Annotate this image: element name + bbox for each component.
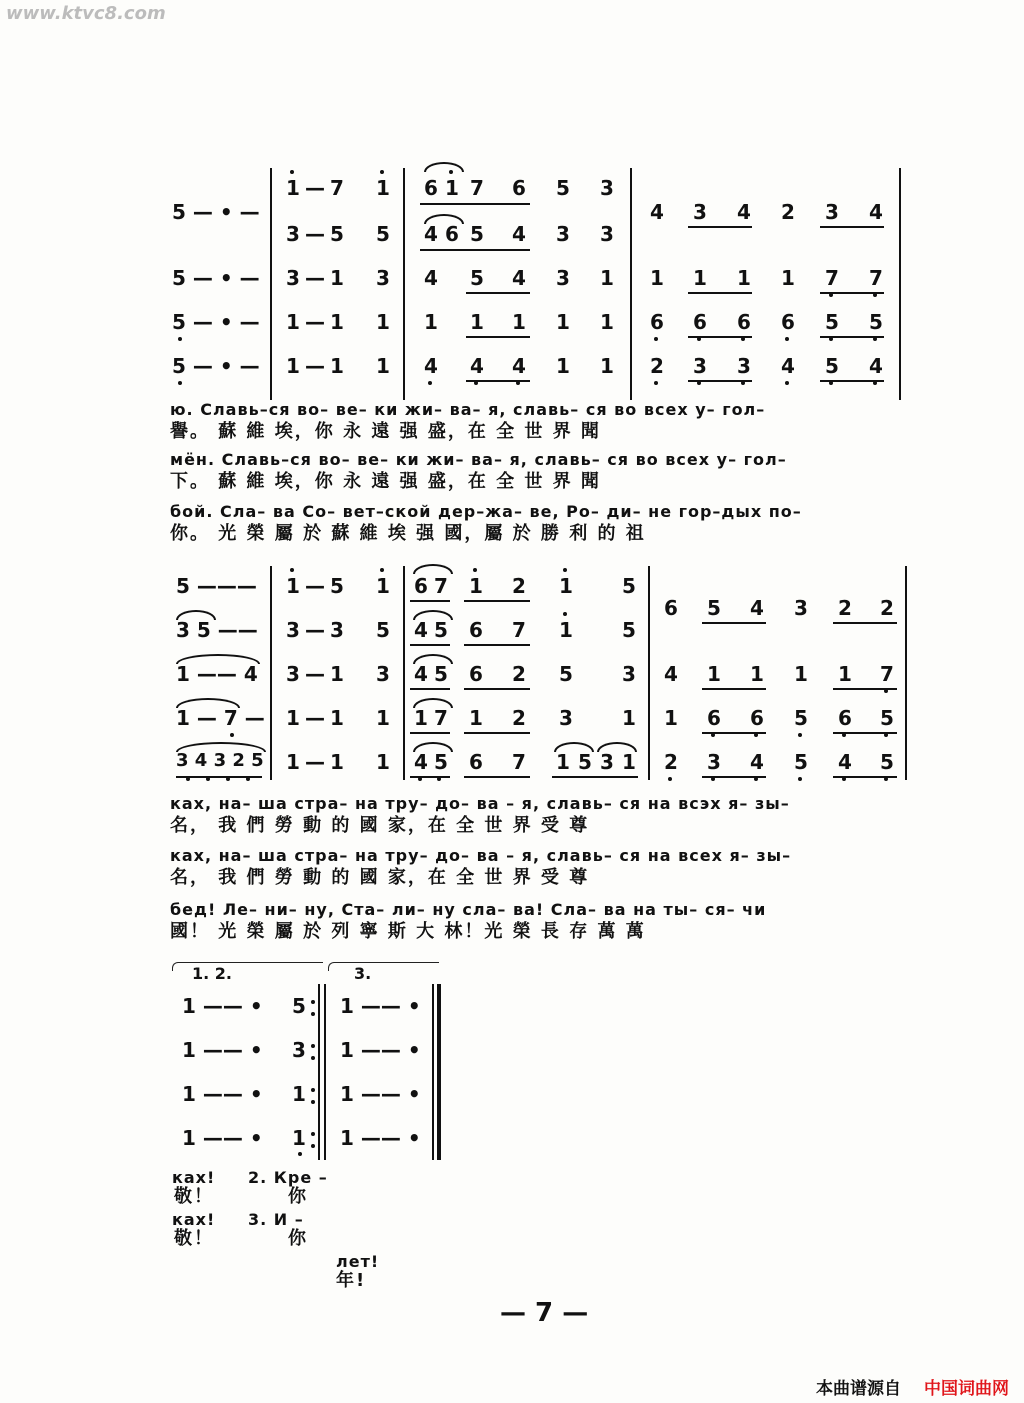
note: 2: [512, 706, 526, 730]
octave-dot: [798, 777, 802, 781]
note: 1: [664, 706, 678, 730]
note: 1: [286, 176, 300, 200]
note: 4: [750, 750, 764, 774]
note-group: 1 —— •: [340, 1126, 421, 1150]
note-group: 5 — • —: [172, 200, 260, 224]
note: 4: [414, 618, 428, 642]
lyric-word: ках!: [172, 1168, 216, 1187]
note: 2: [781, 200, 795, 224]
octave-dot: [380, 568, 384, 572]
note: 5: [707, 596, 721, 620]
note-group: 1 —— •: [182, 1038, 263, 1062]
note: 6: [414, 574, 428, 598]
beam: [688, 226, 752, 228]
octave-dot: [226, 777, 230, 781]
lyric-word: 你: [288, 1228, 308, 1249]
note: 1: [424, 310, 438, 334]
note: 7: [470, 176, 484, 200]
octave-dot: [668, 777, 672, 781]
note: 3: [376, 266, 390, 290]
beam: [420, 203, 530, 205]
note: —: [305, 574, 325, 598]
note: 1: [376, 176, 390, 200]
note-group: 1 —— •: [182, 1126, 263, 1150]
note: 3: [622, 662, 636, 686]
note: 3: [693, 354, 707, 378]
octave-dot: [186, 777, 190, 781]
note: 5: [376, 222, 390, 246]
octave-dot: [428, 381, 432, 385]
lyric-line-chinese: 國！ 光 榮 屬 於 列 寧 斯 大 林！光 榮 長 存 萬 萬: [170, 921, 646, 942]
beam: [410, 732, 450, 734]
lyric-word: 敬！: [174, 1228, 214, 1249]
octave-dot: [829, 293, 833, 297]
octave-dot: [741, 381, 745, 385]
octave-dot: [741, 337, 745, 341]
octave-dot: [449, 170, 453, 174]
barline: [648, 566, 650, 780]
note: 2: [512, 662, 526, 686]
note: 4: [512, 266, 526, 290]
note: 4: [664, 662, 678, 686]
note: 1: [292, 1082, 306, 1106]
note: 5: [794, 706, 808, 730]
note: 1: [556, 310, 570, 334]
note: 5: [622, 618, 636, 642]
note: 1: [512, 310, 526, 334]
lyric-line-chinese: 你。 光 榮 屬 於 蘇 維 埃 强 國，屬 於 勝 利 的 祖: [170, 523, 646, 544]
note: 4: [470, 354, 484, 378]
note: 1: [600, 266, 614, 290]
barline: [324, 984, 326, 1160]
note: 1: [445, 176, 459, 200]
lyric-word: лет!: [336, 1252, 380, 1271]
repeat-dot: [311, 1144, 315, 1148]
note-group: 5 — • —: [172, 354, 260, 378]
note: 5: [434, 750, 448, 774]
note: 1: [750, 662, 764, 686]
note: 3: [556, 222, 570, 246]
octave-dot: [654, 337, 658, 341]
note: —: [305, 310, 325, 334]
note: 5: [880, 750, 894, 774]
note: 5: [825, 354, 839, 378]
note: 7: [880, 662, 894, 686]
repeat-dot: [311, 1056, 315, 1060]
note: 7: [825, 266, 839, 290]
note: 6: [707, 706, 721, 730]
note: 1: [330, 310, 344, 334]
note: 3: [376, 662, 390, 686]
note: 3: [794, 596, 808, 620]
slur: [424, 214, 464, 224]
beam: [410, 644, 450, 646]
barline: [403, 168, 405, 400]
repeat-dot: [311, 1088, 315, 1092]
note: 6: [424, 176, 438, 200]
note-group: 3 4 3 2 5: [176, 750, 264, 771]
note: 1: [559, 618, 573, 642]
note: 3: [286, 266, 300, 290]
note: 4: [512, 354, 526, 378]
octave-dot: [873, 293, 877, 297]
lyric-line-russian: ках, на– ша стра– на тру– до– ва – я, славь– ся на всех я– зы–: [170, 846, 792, 865]
note: 4: [414, 662, 428, 686]
note: 1: [330, 662, 344, 686]
beam: [552, 776, 638, 778]
note: 1: [781, 266, 795, 290]
note: —: [305, 222, 325, 246]
note: 1: [286, 750, 300, 774]
note: 7: [869, 266, 883, 290]
beam: [702, 622, 766, 624]
note: 5: [376, 618, 390, 642]
note: 5: [330, 574, 344, 598]
beam: [464, 732, 530, 734]
final-barline: [437, 984, 441, 1160]
octave-dot: [754, 777, 758, 781]
beam: [410, 776, 450, 778]
slur: [176, 698, 240, 708]
note: 1: [286, 706, 300, 730]
note: 1: [650, 266, 664, 290]
note: 3: [286, 618, 300, 642]
note: 4: [838, 750, 852, 774]
lyric-word: 年!: [336, 1270, 367, 1291]
note: 3: [600, 176, 614, 200]
note: 3: [556, 266, 570, 290]
note: 5: [434, 662, 448, 686]
note: 5: [578, 750, 592, 774]
note: 1: [794, 662, 808, 686]
note: 6: [512, 176, 526, 200]
octave-dot: [884, 777, 888, 781]
beam: [410, 688, 450, 690]
barline: [630, 168, 632, 400]
beam: [464, 600, 530, 602]
volta-bracket: [328, 962, 439, 971]
octave-dot: [563, 612, 567, 616]
note: 6: [750, 706, 764, 730]
lyric-word: 你: [288, 1186, 308, 1207]
octave-dot: [884, 689, 888, 693]
note: 1: [559, 574, 573, 598]
octave-dot: [697, 337, 701, 341]
octave-dot: [785, 337, 789, 341]
repeat-dot: [311, 1044, 315, 1048]
slur: [413, 654, 453, 664]
note: 1: [470, 310, 484, 334]
slur: [597, 742, 637, 752]
note: 3: [286, 662, 300, 686]
beam: [688, 292, 752, 294]
note: 4: [869, 354, 883, 378]
note: 3: [286, 222, 300, 246]
note: 1: [330, 750, 344, 774]
slur: [424, 162, 464, 172]
note: 1: [469, 706, 483, 730]
beam: [410, 600, 450, 602]
note: 2: [650, 354, 664, 378]
octave-dot: [298, 1152, 302, 1156]
octave-dot: [785, 381, 789, 385]
source-prefix: 本曲谱源自: [816, 1379, 901, 1399]
slur: [554, 742, 594, 752]
repeat-dot: [311, 1000, 315, 1004]
octave-dot: [873, 381, 877, 385]
repeat-dot: [311, 1132, 315, 1136]
note-group: 1 —— •: [340, 1082, 421, 1106]
note: —: [305, 354, 325, 378]
note: 1: [469, 574, 483, 598]
slur: [413, 564, 453, 574]
note: 2: [838, 596, 852, 620]
beam: [833, 622, 897, 624]
note-group: 3 5 ——: [176, 618, 258, 642]
note: 1: [330, 354, 344, 378]
repeat-dot: [311, 1012, 315, 1016]
note: 5: [434, 618, 448, 642]
note: 1: [838, 662, 852, 686]
octave-dot: [473, 568, 477, 572]
lyric-line-russian: ю. Славь–ся во– ве– ки жи– ва– я, славь– ся во всех у– гол–: [170, 400, 766, 419]
lyric-line-russian: бед! Ле– ни– ну, Ста– ли– ну сла– ва! Сла– ва на ты– ся– чи: [170, 900, 767, 919]
octave-dot: [842, 777, 846, 781]
note: 1: [376, 706, 390, 730]
note: 6: [838, 706, 852, 730]
repeat-dot: [311, 1100, 315, 1104]
note: —: [305, 750, 325, 774]
octave-dot: [711, 733, 715, 737]
note-group: 5 — • —: [172, 266, 260, 290]
note: 1: [600, 354, 614, 378]
note: —: [305, 176, 325, 200]
note: 5: [330, 222, 344, 246]
slur: [176, 742, 266, 752]
note: 3: [707, 750, 721, 774]
note: 7: [434, 706, 448, 730]
octave-dot: [178, 337, 182, 341]
note: 4: [781, 354, 795, 378]
note: 1: [622, 750, 636, 774]
beam: [466, 292, 530, 294]
note: 1: [286, 310, 300, 334]
note: 5: [880, 706, 894, 730]
octave-dot: [754, 733, 758, 737]
note: 5: [869, 310, 883, 334]
note: 5: [622, 574, 636, 598]
slur: [176, 654, 260, 664]
octave-dot: [697, 381, 701, 385]
beam: [820, 226, 884, 228]
note: 5: [470, 266, 484, 290]
barline: [403, 566, 405, 780]
lyric-line-russian: мён. Славь–ся во– ве– ки жи– ва– я, славь– ся во всех у– гол–: [170, 450, 787, 469]
octave-dot: [884, 733, 888, 737]
slur: [413, 698, 453, 708]
note: 7: [512, 750, 526, 774]
note: 3: [600, 222, 614, 246]
note: 6: [650, 310, 664, 334]
octave-dot: [798, 733, 802, 737]
beam: [464, 688, 530, 690]
note: 1: [376, 574, 390, 598]
page-number: — 7 —: [500, 1298, 589, 1328]
note: 4: [424, 266, 438, 290]
note: 1: [330, 266, 344, 290]
beam: [464, 644, 530, 646]
note: 4: [650, 200, 664, 224]
note: 4: [869, 200, 883, 224]
octave-dot: [290, 568, 294, 572]
lyric-line-chinese: 下。 蘇 維 埃，你 永 遠 强 盛，在 全 世 界 聞: [170, 471, 601, 492]
lyric-word: 3. И –: [248, 1210, 304, 1229]
note: 5: [825, 310, 839, 334]
note: 1: [556, 750, 570, 774]
barline: [899, 168, 901, 400]
lyric-line-russian: ках, на– ша стра– на тру– до– ва – я, славь– ся на всэх я– зы–: [170, 794, 790, 813]
note: 1: [330, 706, 344, 730]
octave-dot: [873, 337, 877, 341]
note: 3: [600, 750, 614, 774]
note: —: [305, 662, 325, 686]
octave-dot: [380, 170, 384, 174]
octave-dot: [829, 381, 833, 385]
note: 6: [469, 618, 483, 642]
octave-dot: [474, 381, 478, 385]
barline: [270, 168, 272, 400]
note: 7: [512, 618, 526, 642]
note: 1: [286, 574, 300, 598]
note: 4: [414, 750, 428, 774]
note: 6: [693, 310, 707, 334]
octave-dot: [516, 381, 520, 385]
note: 1: [600, 310, 614, 334]
note: 1: [737, 266, 751, 290]
note-group: 1 —— •: [340, 994, 421, 1018]
note: 1: [376, 354, 390, 378]
slur: [413, 742, 453, 752]
note: 2: [512, 574, 526, 598]
note: 1: [693, 266, 707, 290]
note-group: 5 ———: [176, 574, 257, 598]
note: 7: [434, 574, 448, 598]
note: 1: [376, 750, 390, 774]
note: 4: [737, 200, 751, 224]
lyric-line-russian: бой. Сла– ва Со– вет–ской дер–жа– ве, Ро– ди– не гор–дых по–: [170, 502, 802, 521]
note-group: 1 —— •: [182, 1082, 263, 1106]
octave-dot: [829, 337, 833, 341]
octave-dot: [418, 777, 422, 781]
note: 1: [376, 310, 390, 334]
note: 4: [512, 222, 526, 246]
slur: [176, 610, 216, 620]
note: 5: [794, 750, 808, 774]
note: 6: [781, 310, 795, 334]
lyric-word: 2. Кре –: [248, 1168, 328, 1187]
volta-label: 3.: [354, 964, 372, 983]
source-site-link[interactable]: 中国词曲网: [924, 1379, 1009, 1399]
note: 4: [424, 222, 438, 246]
octave-dot: [654, 381, 658, 385]
note: 1: [622, 706, 636, 730]
note-group: 1 — 7 —: [176, 706, 265, 730]
lyric-line-chinese: 名， 我 們 勞 動 的 國 家，在 全 世 界 受 尊: [170, 815, 590, 836]
note: —: [305, 618, 325, 642]
note: 1: [707, 662, 721, 686]
note-group: 1 —— 4: [176, 662, 258, 686]
note: 1: [556, 354, 570, 378]
octave-dot: [711, 777, 715, 781]
octave-dot: [178, 381, 182, 385]
lyric-line-chinese: 名， 我 們 勞 動 的 國 家，在 全 世 界 受 尊: [170, 867, 590, 888]
beam: [466, 336, 530, 338]
note-group: 5 — • —: [172, 310, 260, 334]
note: 1: [414, 706, 428, 730]
note: 6: [469, 750, 483, 774]
octave-dot: [246, 777, 250, 781]
note: 6: [445, 222, 459, 246]
watermark: www.ktvc8.com: [6, 3, 166, 24]
barline: [318, 984, 320, 1160]
note-group: 1 —— •: [340, 1038, 421, 1062]
note: 3: [330, 618, 344, 642]
note: 2: [880, 596, 894, 620]
note: 1: [292, 1126, 306, 1150]
note: 3: [825, 200, 839, 224]
note: 4: [750, 596, 764, 620]
note: 3: [737, 354, 751, 378]
note: —: [305, 266, 325, 290]
note: 5: [559, 662, 573, 686]
lyric-line-chinese: 譽。 蘇 維 埃，你 永 遠 强 盛，在 全 世 界 聞: [170, 421, 601, 442]
beam: [420, 249, 530, 251]
octave-dot: [563, 568, 567, 572]
barline: [432, 984, 434, 1160]
note: 2: [664, 750, 678, 774]
note-group: 1 —— •: [182, 994, 263, 1018]
lyric-word: ках!: [172, 1210, 216, 1229]
octave-dot: [230, 733, 234, 737]
note: 5: [470, 222, 484, 246]
note: 6: [664, 596, 678, 620]
note: 1: [286, 354, 300, 378]
octave-dot: [842, 733, 846, 737]
note: 3: [292, 1038, 306, 1062]
note: 6: [469, 662, 483, 686]
note: 4: [424, 354, 438, 378]
beam: [464, 776, 530, 778]
volta-label: 1. 2.: [192, 964, 232, 983]
note: 7: [330, 176, 344, 200]
note: 6: [737, 310, 751, 334]
note: 3: [559, 706, 573, 730]
octave-dot: [437, 777, 441, 781]
slur: [413, 610, 453, 620]
note: —: [305, 706, 325, 730]
note: 5: [556, 176, 570, 200]
note: 3: [693, 200, 707, 224]
lyric-word: 敬！: [174, 1186, 214, 1207]
beam: [702, 688, 766, 690]
note: 5: [292, 994, 306, 1018]
octave-dot: [206, 777, 210, 781]
octave-dot: [290, 170, 294, 174]
barline: [270, 566, 272, 780]
barline: [905, 566, 907, 780]
